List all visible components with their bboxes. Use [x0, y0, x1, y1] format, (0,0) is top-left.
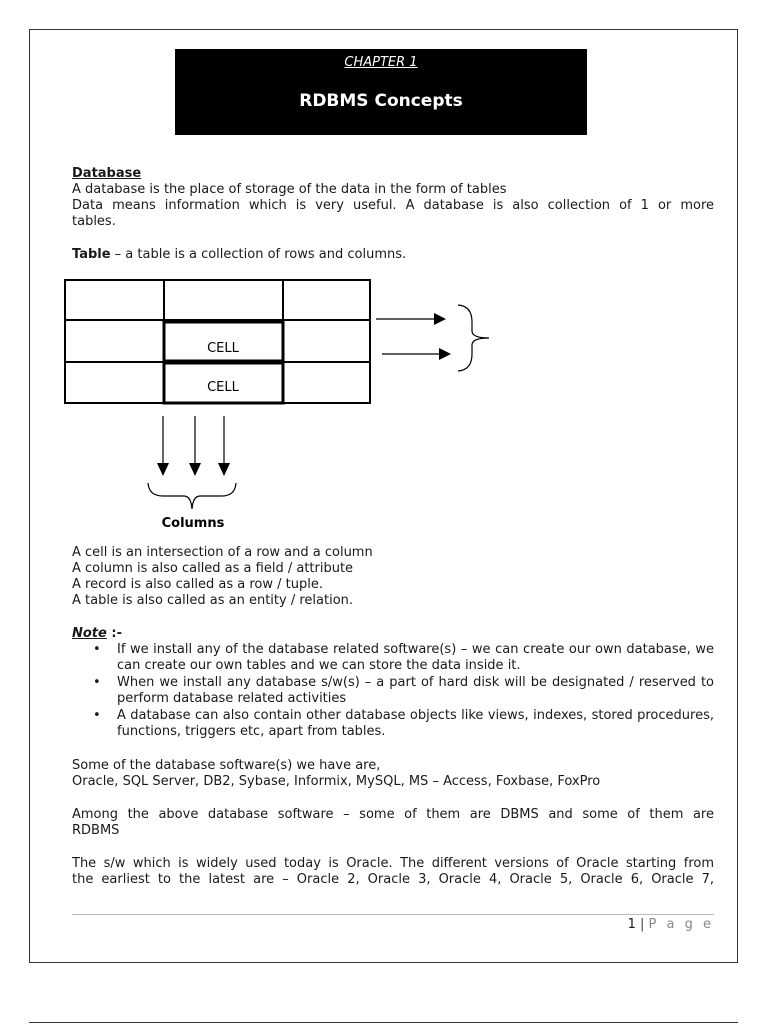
oracle-line-2: the earliest to the latest are – Oracle 2, Oracle 3, Oracle 4, Oracle 5, Oracle 6, Oracle 7,: [72, 872, 714, 887]
list-item: [93, 642, 714, 674]
software-intro: Some of the database software(s) we have are,: [72, 758, 381, 773]
database-heading: Database: [72, 166, 142, 181]
bullet-icon: •: [93, 708, 101, 723]
note-item-text: A database can also contain other database objects like views, indexes, stored procedures, functions, triggers etc, apart from tables.: [117, 708, 714, 739]
database-line-2b: tables.: [72, 214, 116, 229]
definition-column: A column is also called as a field / attribute: [72, 561, 354, 576]
footer-separator: |: [640, 917, 645, 932]
page-label: P a g e: [648, 917, 714, 932]
rows-brace: [458, 305, 489, 371]
arrow-head: [434, 313, 446, 325]
bullet-icon: •: [93, 642, 101, 657]
note-label: Note: [72, 626, 107, 641]
note-item-text: If we install any of the database related software(s) – we can create our own database, we can create our own tables and we can store the data inside it.: [117, 642, 714, 673]
definition-cell: A cell is an intersection of a row and a column: [72, 545, 373, 560]
page-number: 1: [627, 917, 636, 932]
chapter-label: CHAPTER 1: [344, 55, 418, 70]
note-item-text: When we install any database s/w(s) – a part of hard disk will be designated / reserved to perform database related activities: [117, 675, 714, 706]
columns-label: Columns: [161, 516, 225, 531]
software-list: Oracle, SQL Server, DB2, Sybase, Informix, MySQL, MS – Access, Foxbase, FoxPro: [72, 774, 601, 789]
note-list: [93, 642, 714, 741]
list-item: [93, 675, 714, 707]
oracle-line-1: The s/w which is widely used today is Oracle. The different versions of Oracle starting from: [72, 856, 714, 871]
next-page-edge: [29, 1022, 738, 1023]
database-line-1: A database is the place of storage of the data in the form of tables: [72, 182, 507, 197]
table-text: – a table is a collection of rows and columns.: [110, 247, 407, 262]
note-suffix: :-: [106, 626, 122, 641]
definition-record: A record is also called as a row / tuple.: [72, 577, 323, 592]
footer-divider: [72, 914, 714, 915]
definition-table: A table is also called as an entity / relation.: [72, 593, 354, 608]
arrow-head: [218, 463, 230, 476]
page-title: RDBMS Concepts: [299, 91, 463, 111]
bullet-icon: •: [93, 675, 101, 690]
arrow-head: [157, 463, 169, 476]
cell-label: CELL: [207, 341, 239, 356]
list-item: [93, 708, 714, 740]
table-term: Table: [72, 247, 111, 262]
database-line-2a: Data means information which is very useful. A database is also collection of 1 or more: [72, 198, 714, 213]
arrow-head: [439, 348, 451, 360]
page-footer: [628, 917, 714, 932]
among-line-1: Among the above database software – some of them are DBMS and some of them are: [72, 807, 714, 822]
note-heading: [72, 626, 122, 642]
cell-label: CELL: [207, 380, 239, 395]
arrow-head: [189, 463, 201, 476]
columns-brace: [148, 483, 236, 509]
among-line-2: RDBMS: [72, 823, 120, 838]
